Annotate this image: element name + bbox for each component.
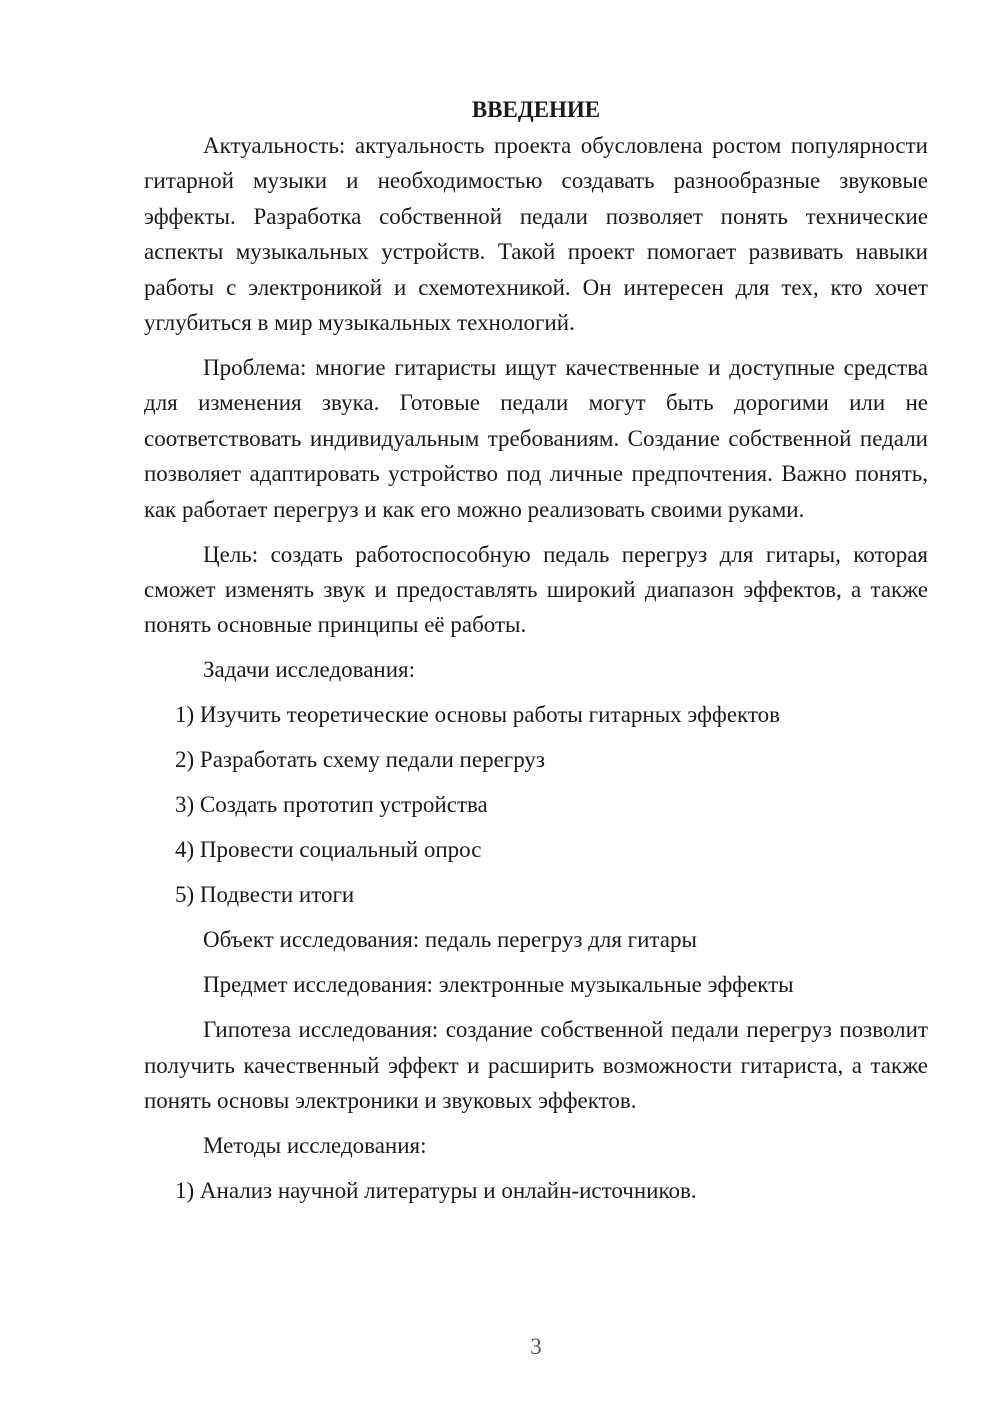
section-title: ВВЕДЕНИЕ xyxy=(471,97,601,122)
page-number: 3 xyxy=(530,1334,542,1359)
object-line: Объект исследования: педаль перегруз для гитары xyxy=(203,927,697,953)
list-item: 3) Создать прототип устройства xyxy=(175,792,488,818)
list-item: 1) Анализ научной литературы и онлайн-источников. xyxy=(175,1178,697,1204)
problem-paragraph: Проблема: многие гитаристы ищут качественные и доступные средства для изменения звука. Готовые педали могут быть дорогими или не соответствовать индивидуальным требованиям. Создание собственной педали позволяет адаптировать устройство под личные предпочтения. Важно понять, как работает перегруз и как его можно реализовать своими руками. xyxy=(144,355,928,522)
subject-line: Предмет исследования: электронные музыкальные эффекты xyxy=(203,972,794,998)
list-item: 2) Разработать схему педали перегруз xyxy=(175,747,545,773)
tasks-heading: Задачи исследования: xyxy=(203,657,416,683)
list-item: 5) Подвести итоги xyxy=(175,882,355,908)
methods-list xyxy=(144,1173,928,1208)
tasks-list xyxy=(144,697,928,912)
document-page xyxy=(144,94,928,1218)
hypothesis-paragraph: Гипотеза исследования: создание собственной педали перегруз позволит получить качественный эффект и расширить возможности гитариста, а также понять основы электроники и звуковых эффектов. xyxy=(144,1017,928,1114)
list-item: 1) Изучить теоретические основы работы гитарных эффектов xyxy=(175,702,781,728)
list-item: 4) Провести социальный опрос xyxy=(175,837,482,863)
relevance-paragraph: Актуальность: актуальность проекта обусловлена ростом популярности гитарной музыки и необходимостью создавать разнообразные звуковые эффекты. Разработка собственной педали позволяет понять технические аспекты музыкальных устройств. Такой проект помогает развивать навыки работы с электроникой и схемотехникой. Он интересен для тех, кто хочет углубиться в мир музыкальных технологий. xyxy=(144,133,928,336)
goal-paragraph: Цель: создать работоспособную педаль перегруз для гитары, которая сможет изменять звук и предоставлять широкий диапазон эффектов, а также понять основные принципы её работы. xyxy=(144,541,928,638)
methods-heading: Методы исследования: xyxy=(203,1133,427,1159)
